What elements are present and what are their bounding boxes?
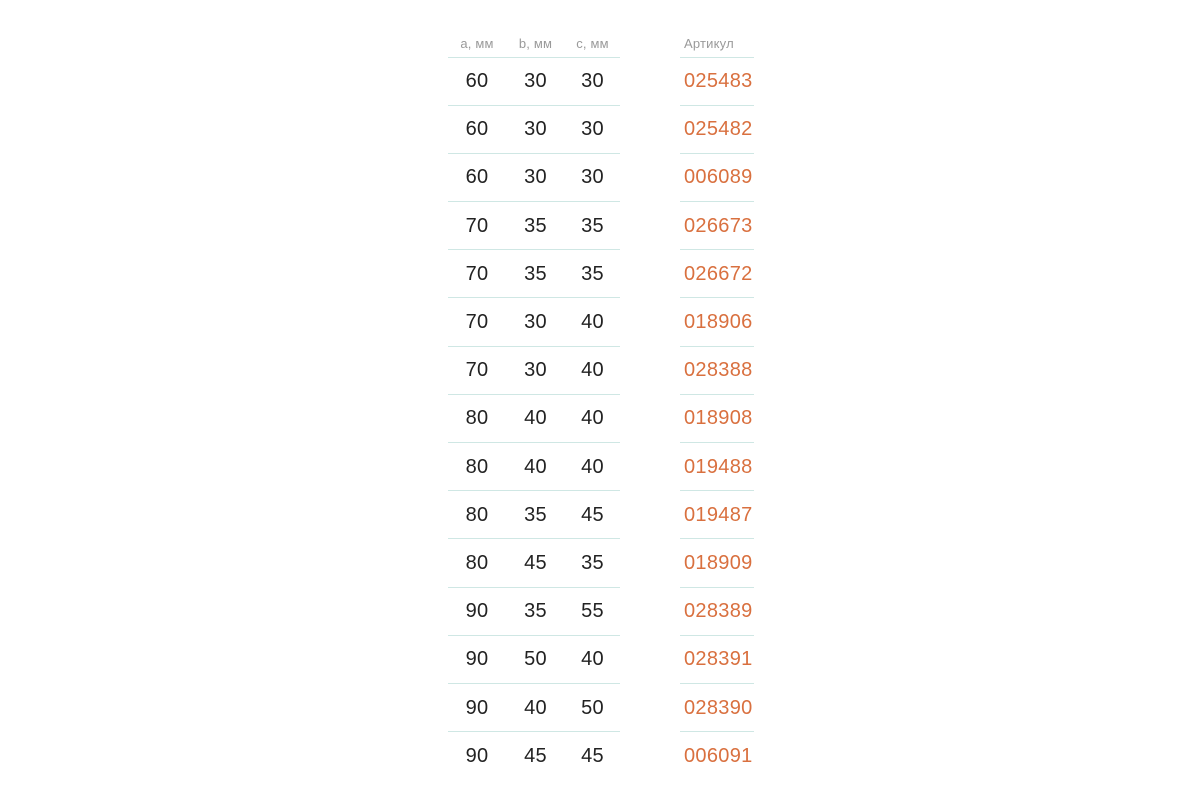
cell-a: 70 [465, 262, 489, 285]
cell-b: 50 [524, 648, 547, 671]
cell-b: 30 [524, 118, 547, 141]
row-dimensions [448, 731, 620, 780]
dimensions-header-group [448, 30, 620, 58]
cell-c: 55 [581, 600, 604, 623]
cell-a: 90 [465, 600, 489, 623]
cell-b: 35 [524, 600, 547, 623]
cell-a: 90 [465, 696, 489, 719]
article-link[interactable]: 018909 [684, 551, 753, 574]
dimensions-table [448, 30, 754, 780]
article-link[interactable]: 028390 [684, 696, 753, 719]
header-b: b, мм [518, 35, 553, 51]
article-link[interactable]: 019487 [684, 503, 753, 526]
row-article-group [680, 297, 754, 346]
cell-b: 40 [524, 455, 547, 478]
row-dimensions [448, 249, 620, 298]
row-article-group [680, 683, 754, 732]
row-article-group [680, 731, 754, 780]
table-body [448, 57, 754, 780]
row-dimensions [448, 297, 620, 346]
row-article-group [680, 394, 754, 443]
table-row [448, 635, 754, 683]
cell-a: 60 [465, 166, 489, 189]
article-link[interactable]: 026673 [684, 214, 753, 237]
cell-b: 45 [524, 744, 547, 767]
cell-c: 40 [581, 359, 604, 382]
cell-c: 30 [581, 70, 604, 93]
table-row [448, 683, 754, 731]
cell-b: 40 [524, 407, 547, 430]
table-row [448, 346, 754, 394]
cell-a: 70 [465, 359, 489, 382]
cell-a: 80 [465, 503, 489, 526]
article-link[interactable]: 028388 [684, 359, 753, 382]
row-dimensions [448, 394, 620, 443]
row-dimensions [448, 153, 620, 202]
cell-b: 30 [524, 166, 547, 189]
table-row [448, 153, 754, 201]
cell-a: 90 [465, 744, 489, 767]
cell-b: 35 [524, 262, 547, 285]
row-article-group [680, 538, 754, 587]
cell-a: 80 [465, 407, 489, 430]
article-link[interactable]: 025482 [684, 118, 753, 141]
cell-c: 40 [581, 407, 604, 430]
cell-c: 35 [581, 214, 604, 237]
row-article-group [680, 249, 754, 298]
cell-b: 35 [524, 503, 547, 526]
cell-c: 35 [581, 262, 604, 285]
table-row [448, 732, 754, 780]
cell-a: 80 [465, 455, 489, 478]
cell-a: 70 [465, 214, 489, 237]
cell-c: 35 [581, 551, 604, 574]
cell-c: 45 [581, 503, 604, 526]
cell-b: 45 [524, 551, 547, 574]
row-article-group [680, 490, 754, 539]
table-row [448, 57, 754, 105]
article-link[interactable]: 028391 [684, 648, 753, 671]
article-link[interactable]: 025483 [684, 70, 753, 93]
row-dimensions [448, 538, 620, 587]
table-row [448, 491, 754, 539]
row-article-group [680, 57, 754, 106]
row-article-group [680, 346, 754, 395]
cell-b: 30 [524, 359, 547, 382]
row-dimensions [448, 201, 620, 250]
cell-c: 45 [581, 744, 604, 767]
cell-a: 70 [465, 311, 489, 334]
cell-b: 35 [524, 214, 547, 237]
row-dimensions [448, 490, 620, 539]
header-a: a, мм [460, 35, 494, 51]
article-link[interactable]: 019488 [684, 455, 753, 478]
row-article-group [680, 635, 754, 684]
cell-b: 30 [524, 311, 547, 334]
row-dimensions [448, 57, 620, 106]
header-article: Артикул [684, 35, 734, 51]
article-link[interactable]: 006091 [684, 744, 753, 767]
table-row [448, 394, 754, 442]
cell-b: 30 [524, 70, 547, 93]
cell-a: 60 [465, 118, 489, 141]
table-row [448, 105, 754, 153]
article-link[interactable]: 026672 [684, 262, 753, 285]
row-article-group [680, 201, 754, 250]
row-article-group [680, 153, 754, 202]
cell-c: 30 [581, 118, 604, 141]
cell-c: 50 [581, 696, 604, 719]
cell-a: 80 [465, 551, 489, 574]
cell-a: 90 [465, 648, 489, 671]
cell-b: 40 [524, 696, 547, 719]
table-row [448, 250, 754, 298]
row-article-group [680, 105, 754, 154]
cell-a: 60 [465, 70, 489, 93]
article-link[interactable]: 018908 [684, 407, 753, 430]
article-header-group [680, 30, 754, 58]
row-dimensions [448, 683, 620, 732]
cell-c: 40 [581, 311, 604, 334]
cell-c: 40 [581, 455, 604, 478]
table-row [448, 298, 754, 346]
table-row [448, 443, 754, 491]
cell-c: 40 [581, 648, 604, 671]
row-dimensions [448, 105, 620, 154]
row-dimensions [448, 635, 620, 684]
article-link[interactable]: 006089 [684, 166, 753, 189]
table-row [448, 587, 754, 635]
row-dimensions [448, 587, 620, 636]
header-c: c, мм [576, 35, 609, 51]
article-link[interactable]: 018906 [684, 311, 753, 334]
cell-c: 30 [581, 166, 604, 189]
article-link[interactable]: 028389 [684, 600, 753, 623]
row-article-group [680, 587, 754, 636]
row-dimensions [448, 346, 620, 395]
table-row [448, 539, 754, 587]
table-row [448, 202, 754, 250]
row-article-group [680, 442, 754, 491]
table-header [448, 30, 754, 57]
row-dimensions [448, 442, 620, 491]
